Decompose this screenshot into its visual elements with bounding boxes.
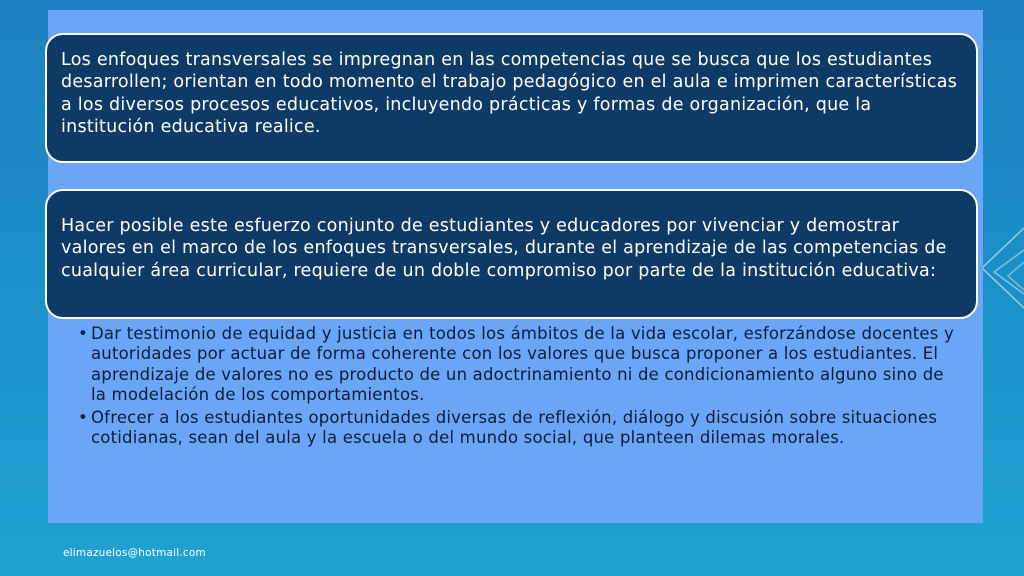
list-item <box>78 324 978 405</box>
chevron-line <box>994 250 1024 294</box>
intro-text-box <box>45 33 978 163</box>
bullet-marker: • <box>78 324 88 343</box>
commitment-text: Hacer posible este esfuerzo conjunto de estudiantes y educadores por vivenciar y demostrar valores en el marco de los enfoques transversales, durante el aprendizaje de las competencias de cualquier área curricular, requiere de un doble compromiso por parte de la institución educativa: <box>61 216 947 281</box>
commitment-text-box <box>45 189 978 319</box>
chevron-line <box>1008 262 1024 290</box>
bullet-marker: • <box>78 408 88 428</box>
bullet-text: Dar testimonio de equidad y justicia en todos los ámbitos de la vida escolar, esforzándose docentes y autoridades por actuar de forma coherente con los valores que busca proponer a los estudiantes. El aprendizaje de valores no es producto de un adoctrinamiento ni de condicionamiento alguno sino de la modelación de los comportamientos. <box>91 324 954 404</box>
bullet-text: Ofrecer a los estudiantes oportunidades diversas de reflexión, diálogo y discusión sobre situaciones cotidianas, sean del aula y la escuela o del mundo social, que planteen dilemas morales. <box>91 408 938 448</box>
footer-email: elimazuelos@hotmail.com <box>63 547 206 559</box>
intro-text: Los enfoques transversales se impregnan en las competencias que se busca que los estudiantes desarrollen; orientan en todo momento el trabajo pedagógico en el aula e imprimen características a los diversos procesos educativos, incluyendo prácticas y formas de organización, que la institución educativa realice. <box>61 50 958 138</box>
list-item <box>78 408 978 449</box>
bullet-list <box>78 324 978 452</box>
